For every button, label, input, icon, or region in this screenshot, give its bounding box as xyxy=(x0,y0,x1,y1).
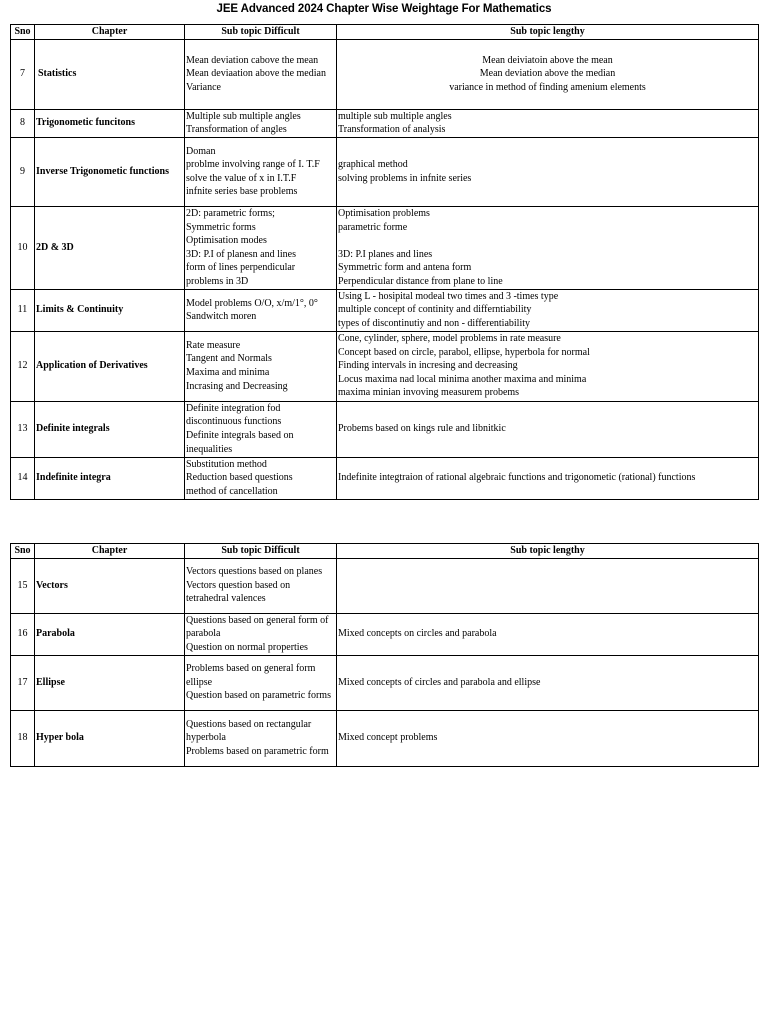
sno-cell: 11 xyxy=(11,289,35,331)
weightage-table-2 xyxy=(10,543,759,767)
lengthy-cell: Cone, cylinder, sphere, model problems in rate measure Concept based on circle, parabol, ellipse, hyperbola for normal Finding intervals in incresing and decreasing Locus maxima nad local minima another maxima and minima maxima minian invoving measurem probems xyxy=(337,331,759,401)
difficult-cell: Substitution method Reduction based questions method of cancellation xyxy=(185,457,337,499)
table-row xyxy=(11,457,759,499)
sno-cell: 12 xyxy=(11,331,35,401)
table-row xyxy=(11,710,759,766)
sno-cell: 8 xyxy=(11,109,35,137)
difficult-cell: Vectors questions based on planes Vectors question based on tetrahedral valences xyxy=(185,558,337,613)
table-row xyxy=(11,206,759,289)
lengthy-cell: Mixed concepts of circles and parabola and ellipse xyxy=(337,655,759,710)
sno-cell: 16 xyxy=(11,613,35,655)
difficult-cell: Problems based on general form ellipse Question based on parametric forms xyxy=(185,655,337,710)
sno-cell: 10 xyxy=(11,206,35,289)
header-sub-topic-difficult: Sub topic Difficult xyxy=(185,25,337,40)
lengthy-cell xyxy=(337,558,759,613)
chapter-cell: Limits & Continuity xyxy=(35,289,185,331)
lengthy-cell: multiple sub multiple angles Transformation of analysis xyxy=(337,109,759,137)
difficult-cell: Definite integration fod discontinuous functions Definite integrals based on inequalities xyxy=(185,401,337,457)
header-sno: Sno xyxy=(11,25,35,40)
sno-cell: 14 xyxy=(11,457,35,499)
chapter-cell: Definite integrals xyxy=(35,401,185,457)
sno-cell: 15 xyxy=(11,558,35,613)
lengthy-cell: Using L - hosipital modeal two times and 3 -times type multiple concept of continity and differntiability types of discontinutiy and non - differentiability xyxy=(337,289,759,331)
lengthy-cell: Probems based on kings rule and libnitkic xyxy=(337,401,759,457)
page-title: JEE Advanced 2024 Chapter Wise Weightage For Mathematics xyxy=(216,3,552,15)
sno-cell: 7 xyxy=(11,39,35,109)
lengthy-cell: Mean deiviatoin above the mean Mean deviation above the median variance in method of finding amenium elements xyxy=(337,39,759,109)
sno-cell: 9 xyxy=(11,137,35,206)
header-sub-topic-lengthy: Sub topic lengthy xyxy=(337,544,759,559)
chapter-cell: Indefinite integra xyxy=(35,457,185,499)
table-row xyxy=(11,137,759,206)
sno-cell: 13 xyxy=(11,401,35,457)
lengthy-cell: Optimisation problems parametric forme 3D: P.I planes and lines Symmetric form and antena form Perpendicular distance from plane to line xyxy=(337,206,759,289)
chapter-cell: Inverse Trigonometic functions xyxy=(35,137,185,206)
table-row xyxy=(11,331,759,401)
difficult-cell: Questions based on rectangular hyperbola Problems based on parametric form xyxy=(185,710,337,766)
difficult-cell: Questions based on general form of parabola Question on normal properties xyxy=(185,613,337,655)
chapter-cell: 2D & 3D xyxy=(35,206,185,289)
table-row xyxy=(11,401,759,457)
difficult-cell: 2D: parametric forms; Symmetric forms Optimisation modes 3D: P.I of planesn and lines form of lines perpendicular problems in 3D xyxy=(185,206,337,289)
difficult-cell: Doman problme involving range of I. T.F solve the value of x in I.T.F infnite series base problems xyxy=(185,137,337,206)
chapter-cell: Hyper bola xyxy=(35,710,185,766)
lengthy-cell: Indefinite integtraion of rational algebraic functions and trigonometic (rational) functions xyxy=(337,457,759,499)
header-sno: Sno xyxy=(11,544,35,559)
table-header-row xyxy=(11,544,759,559)
lengthy-cell: Mixed concept problems xyxy=(337,710,759,766)
table-row xyxy=(11,558,759,613)
chapter-cell: Application of Derivatives xyxy=(35,331,185,401)
chapter-cell: Parabola xyxy=(35,613,185,655)
chapter-cell: Vectors xyxy=(35,558,185,613)
lengthy-cell: graphical method solving problems in infnite series xyxy=(337,137,759,206)
chapter-cell: Ellipse xyxy=(35,655,185,710)
weightage-table-1 xyxy=(10,24,759,500)
table-row xyxy=(11,289,759,331)
table-row xyxy=(11,39,759,109)
sno-cell: 18 xyxy=(11,710,35,766)
lengthy-cell: Mixed concepts on circles and parabola xyxy=(337,613,759,655)
difficult-cell: Multiple sub multiple angles Transformation of angles xyxy=(185,109,337,137)
chapter-cell: Trigonometic funcitons xyxy=(35,109,185,137)
table-row xyxy=(11,109,759,137)
header-chapter: Chapter xyxy=(35,25,185,40)
header-sub-topic-lengthy: Sub topic lengthy xyxy=(337,25,759,40)
table-row xyxy=(11,655,759,710)
difficult-cell: Rate measure Tangent and Normals Maxima and minima Incrasing and Decreasing xyxy=(185,331,337,401)
table-row xyxy=(11,613,759,655)
table-header-row xyxy=(11,25,759,40)
header-sub-topic-difficult: Sub topic Difficult xyxy=(185,544,337,559)
difficult-cell: Model problems O/O, x/m/1°, 0° Sandwitch moren xyxy=(185,289,337,331)
difficult-cell: Mean deviation cabove the mean Mean deviaation above the median Variance xyxy=(185,39,337,109)
header-chapter: Chapter xyxy=(35,544,185,559)
sno-cell: 17 xyxy=(11,655,35,710)
chapter-cell: Statistics xyxy=(35,39,185,109)
